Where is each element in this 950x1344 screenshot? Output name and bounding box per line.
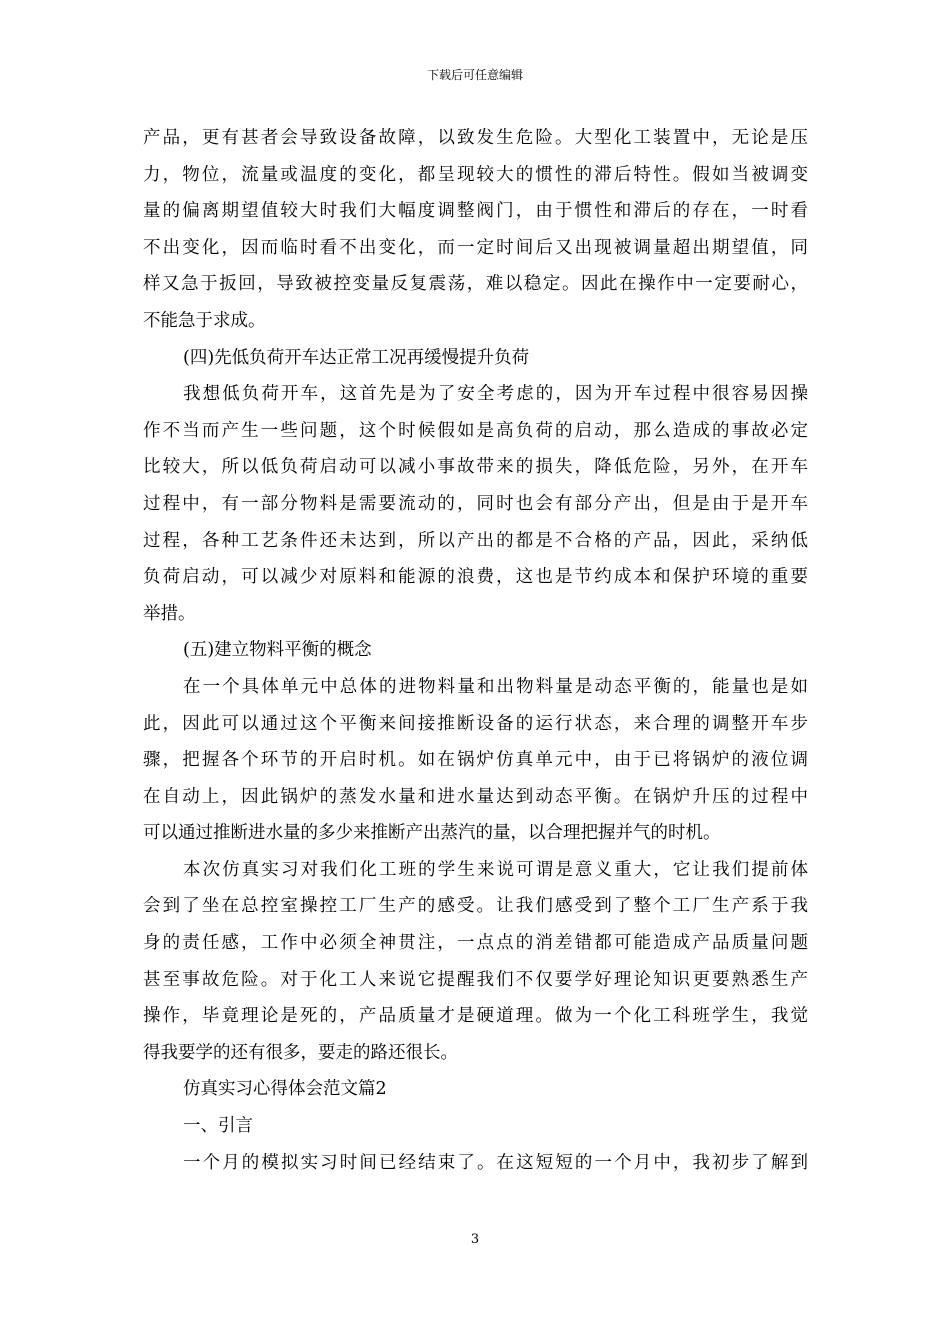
text-line: 样又急于扳回，导致被控变量反复震荡，难以稳定。因此在操作中一定要耐心，: [143, 274, 808, 295]
text-line: 比较大，所以低负荷启动可以减小事故带来的损失，降低危险，另外，在开车: [143, 457, 808, 478]
text-line: 身的责任感，工作中必须全神贯注，一点点的消差错都可能造成产品质量问题: [143, 933, 808, 954]
text-line: 在自动上，因此锅炉的蒸发水量和进水量达到动态平衡。在锅炉升压的过程中: [143, 786, 808, 807]
text-line: 操作，毕竟理论是死的，产品质量才是硬道理。做为一个化工科班学生，我觉: [143, 1006, 808, 1027]
text-line: 甚至事故危险。对于化工人来说它提醒我们不仅要学好理论知识更要熟悉生产: [143, 969, 808, 990]
text-line: 一个月的模拟实习时间已经结束了。在这短短的一个月中，我初步了解到: [183, 1152, 808, 1173]
text-line: 产品，更有甚者会导致设备故障，以致发生危险。大型化工装置中，无论是压: [143, 128, 808, 148]
text-line: 不能急于求成。: [143, 310, 266, 331]
text-line: 此，因此可以通过这个平衡来间接推断设备的运行状态，来合理的调整开车步: [143, 713, 808, 734]
section-heading: (四)先低负荷开车达正常工况再缓慢提升负荷: [183, 347, 530, 368]
section-heading: (五)建立物料平衡的概念: [183, 640, 372, 661]
page-header: 下载后可任意编辑: [426, 68, 523, 82]
text-line: 举措。: [143, 603, 196, 624]
text-line: 我想低负荷开车，这首先是为了安全考虑的，因为开车过程中很容易因操: [183, 384, 808, 405]
text-line: 量的偏离期望值较大时我们大幅度调整阀门，由于惯性和滞后的存在，一时看: [143, 201, 808, 222]
section-heading: 仿真实习心得体会范文篇2: [183, 1079, 387, 1100]
text-line: 负荷启动，可以减少对原料和能源的浪费，这也是节约成本和保护环境的重要: [143, 567, 808, 588]
text-line: 作不当而产生一些问题，这个时候假如是高负荷的启动，那么造成的事故必定: [143, 420, 808, 441]
text-line: 不出变化，因而临时看不出变化，而一定时间后又出现被调量超出期望值，同: [143, 237, 808, 258]
text-line: 会到了坐在总控室操控工厂生产的感受。让我们感受到了整个工厂生产系于我: [143, 896, 808, 917]
page-number: 3: [470, 1232, 480, 1247]
text-line: 过程，各种工艺条件还未达到，所以产出的都是不合格的产品，因此，采纳低: [143, 530, 808, 551]
section-heading: 一、引言: [183, 1116, 253, 1137]
text-line: 可以通过推断进水量的多少来推断产出蒸汽的量，以合理把握并气的时机。: [143, 823, 721, 844]
text-line: 在一个具体单元中总体的进物料量和出物料量是动态平衡的，能量也是如: [183, 676, 808, 697]
text-line: 过程中，有一部分物料是需要流动的，同时也会有部分产出，但是由于是开车: [143, 493, 808, 514]
text-line: 力，物位，流量或温度的变化，都呈现较大的惯性的滞后特性。假如当被调变: [143, 164, 808, 185]
document-body: [143, 120, 808, 1181]
text-line: 得我要学的还有很多，要走的路还很长。: [143, 1042, 458, 1063]
text-line: 本次仿真实习对我们化工班的学生来说可谓是意义重大，它让我们提前体: [183, 859, 808, 880]
text-line: 骤，把握各个环节的开启时机。如在锅炉仿真单元中，由于已将锅炉的液位调: [143, 750, 808, 771]
